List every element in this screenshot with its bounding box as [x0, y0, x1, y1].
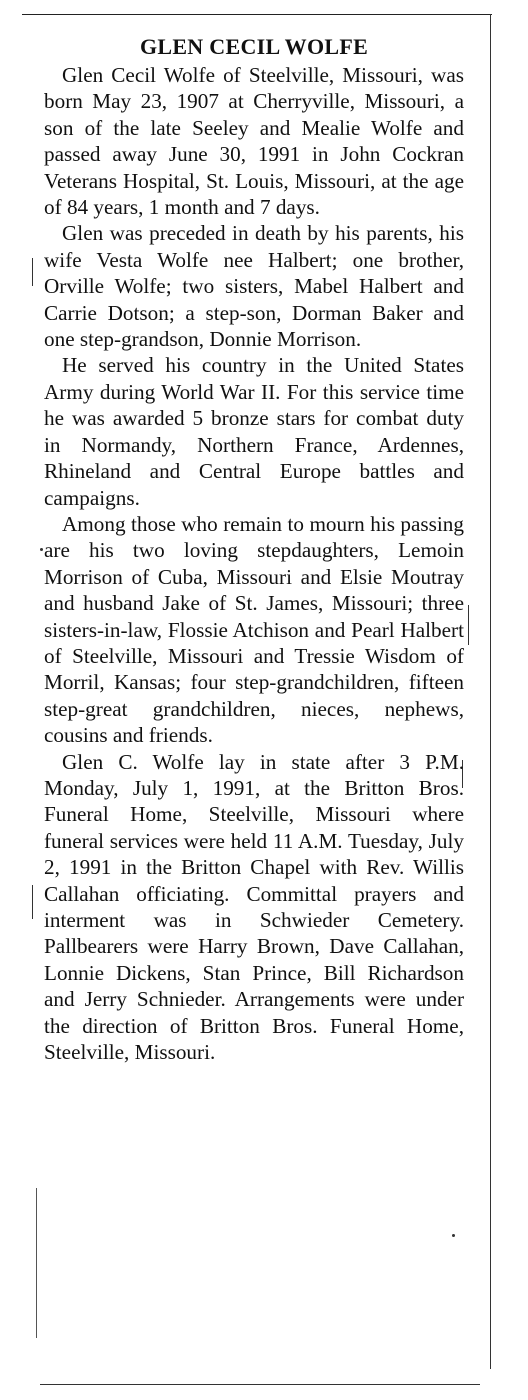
obituary-paragraph-birth: Glen Cecil Wolfe of Steelville, Missouri, was born May 23, 1907 at Cherryville, Missouri, a son of the late Seeley and Mealie Wolfe and passed away June 30, 1991 in John Cockran Veterans Hospital, St. Louis, Missouri, at the age of 84 years, 1 month and 7 days.	[44, 63, 464, 220]
obituary-paragraph-funeral: Glen C. Wolfe lay in state after 3 P.M. Monday, July 1, 1991, at the Britton Bros. Funeral Home, Steelville, Missouri where funeral services were held 11 A.M. Tuesday, July 2, 1991 in the Britton Chapel with Rev. Willis Callahan officiating. Committal prayers and interment was in Schwieder Cemetery. Pallbearers were Harry Brown, Dave Callahan, Lonnie Dickens, Stan Prince, Bill Richardson and Jerry Schnieder. Arrangements were under the direction of Britton Bros. Funeral Home, Steelville, Missouri.	[44, 749, 464, 1065]
column-rule-right	[490, 14, 491, 1369]
obituary-title: GLEN CECIL WOLFE	[139, 34, 369, 59]
scan-mark	[32, 885, 33, 919]
obituary-paragraph-service: He served his country in the United States Army during World War II. For this service time he was awarded 5 bronze stars for combat duty in Normandy, Northern France, Ardennes, Rhineland and Central Europe battles and campaigns.	[44, 353, 464, 510]
column-rule-bottom	[40, 1384, 480, 1385]
scan-mark	[32, 258, 33, 286]
scan-mark	[468, 605, 469, 645]
obituary-article	[44, 32, 464, 1065]
column-rule-top	[22, 14, 492, 15]
scan-mark	[36, 1188, 37, 1338]
scan-speck	[452, 1234, 455, 1237]
obituary-paragraph-preceded: Glen was preceded in death by his parents, his wife Vesta Wolfe nee Halbert; one brother, Orville Wolfe; two sisters, Mabel Halbert and Carrie Dotson; a step-son, Dorman Baker and one step-grandson, Donnie Morrison.	[44, 221, 464, 352]
obituary-paragraph-survivors: Among those who remain to mourn his passing are his two loving stepdaughters, Lemoin Morrison of Cuba, Missouri and Elsie Moutray and husband Jake of St. James, Missouri; three sisters-in-law, Flossie Atchison and Pearl Halbert of Steelville, Missouri and Tressie Wisdom of Morril, Kansas; four step-grandchildren, fifteen step-great grandchildren, nieces, nephews, cousins and friends.	[44, 511, 464, 748]
scan-speck	[40, 548, 43, 551]
